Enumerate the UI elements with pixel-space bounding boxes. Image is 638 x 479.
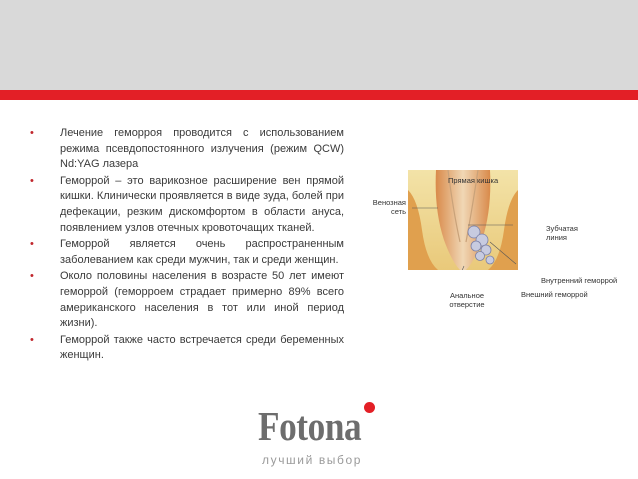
- bullet-text: Геморрой – это варикозное расширение вен прямой кишки. Клинически проявляется в виде зуда, болей при дефекации, резким дискомфортом в области ануса, появлением узлов отечных кровоточащих тканей.: [60, 174, 345, 234]
- label-rectum: Прямая кишка: [448, 176, 499, 185]
- bullet-text: Около половины населения в возрасте 50 лет имеют геморрой (геморроем страдает примерно 89% всего американского населения в тот или иной период жизни).: [60, 270, 344, 330]
- bullet-item: [26, 269, 344, 331]
- brand-logo: Fotona: [258, 403, 362, 449]
- brand-logo-dot: [364, 402, 375, 413]
- bullet-item: [26, 174, 344, 236]
- header-band: [0, 0, 638, 90]
- bullet-item: [26, 237, 344, 268]
- bullet-marker: •: [30, 238, 34, 251]
- bullet-item: [26, 333, 344, 364]
- bullet-marker: •: [30, 333, 34, 346]
- brand-slogan: лучший выбор: [262, 453, 363, 467]
- bullet-marker: •: [30, 174, 34, 187]
- label-dentate-line: Зубчатая линия: [546, 224, 578, 242]
- header-accent-bar: [0, 90, 638, 100]
- bullet-marker: •: [30, 270, 34, 283]
- bullet-text: Геморрой также часто встречается среди беременных женщин.: [60, 333, 344, 362]
- label-anal-opening: Анальное отверстие: [449, 291, 485, 309]
- label-venous-network: Венозная сеть: [372, 198, 406, 216]
- bullet-marker: •: [30, 127, 34, 139]
- label-internal-hemorrhoid: Внутренний геморрой: [541, 276, 618, 285]
- bullet-list: [26, 126, 344, 365]
- bullet-text: Геморрой является очень распространенным заболеванием как среди мужчин, так и среди женщин.: [60, 238, 344, 266]
- bullet-item: [26, 126, 344, 173]
- anatomy-illustration: [408, 170, 518, 270]
- bullet-text: Лечение геморроя проводится с использованием режима псевдопостоянного излучения (режим QCW) Nd:YAG лазера: [60, 127, 344, 171]
- label-external-hemorrhoid: Внешний геморрой: [521, 290, 588, 299]
